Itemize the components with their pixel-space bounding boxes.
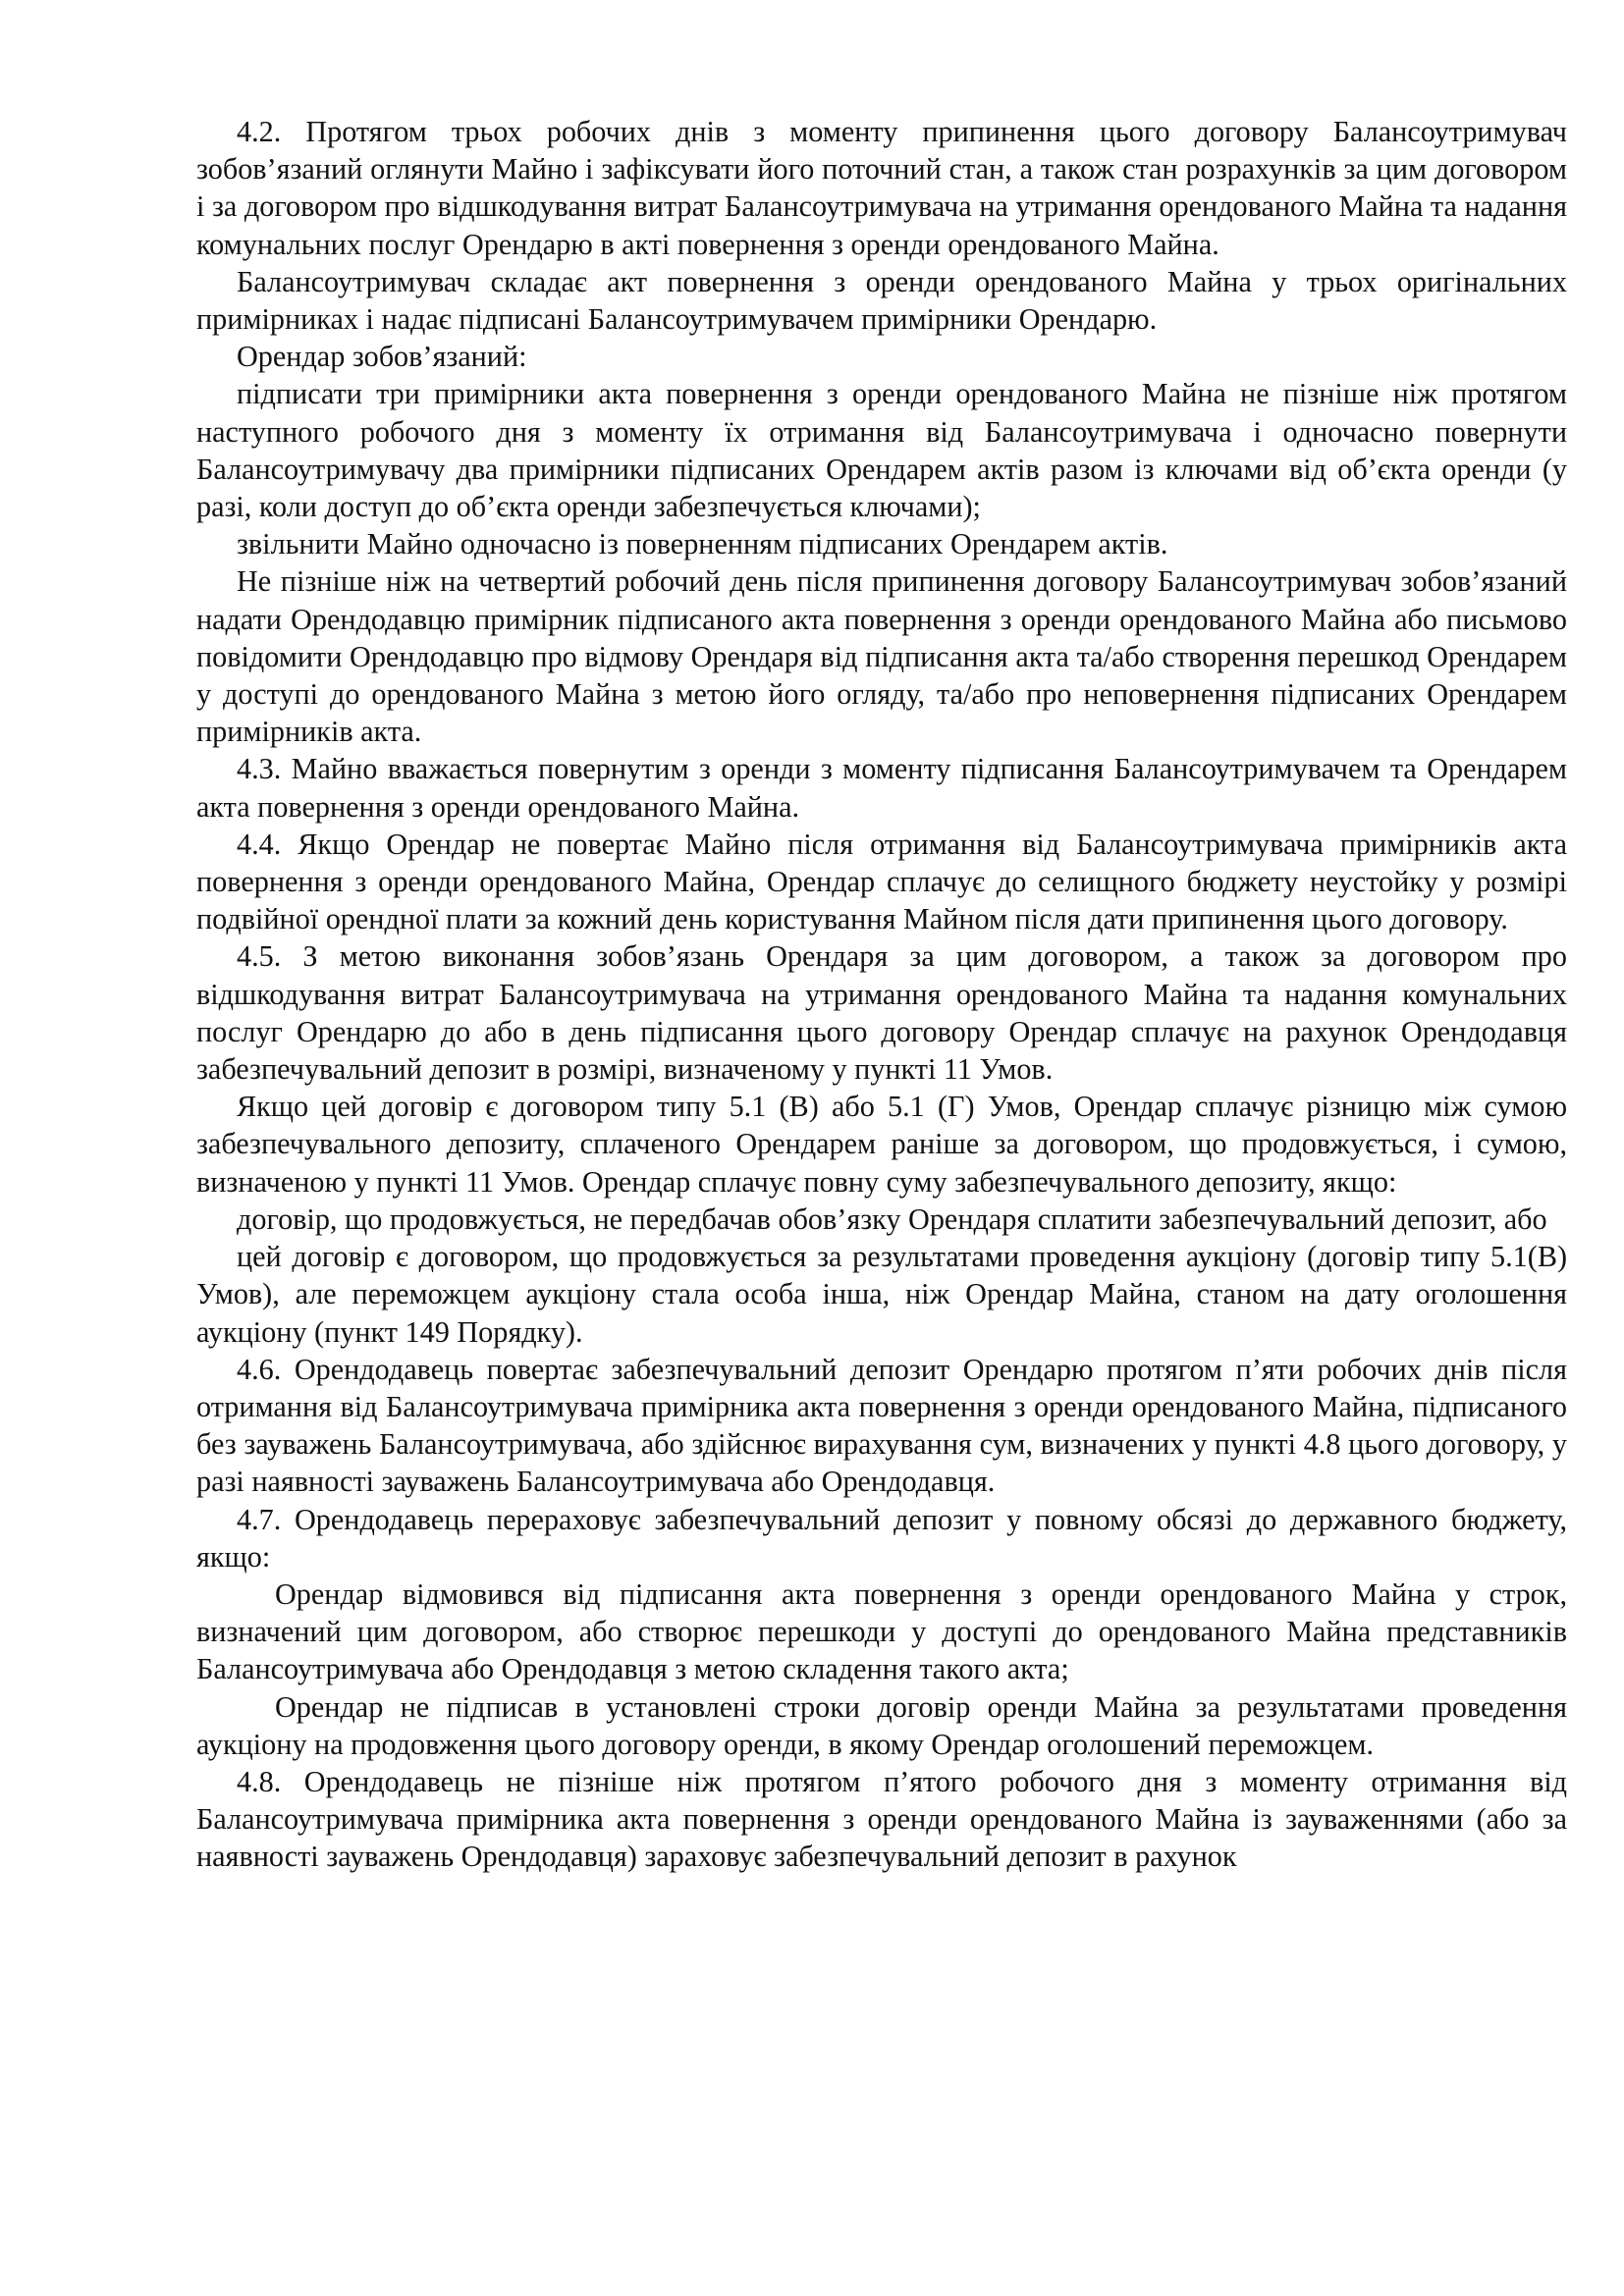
paragraph-deposit-condition-1: договір, що продовжується, не передбачав обов’язку Орендаря сплатити забезпечувальний депозит, або [237,1201,1547,1236]
paragraph-return-act: Балансоутримувач складає акт повернення з оренди орендованого Майна у трьох оригінальних примірниках і надає підписані Балансоутримувачем примірники Орендарю. [196,264,1567,337]
paragraph-4-5: 4.5. З метою виконання зобов’язань Орендаря за цим договором, а також за договором про відшкодування витрат Балансоутримувача на утримання орендованого Майна та надання комунальних послуг Орендарю до або в день підписання цього договору Орендар сплачує на рахунок Орендодавця забезпечувальний депозит в розмірі, визначеному у пункті 11 Умов. [196,939,1567,1087]
paragraph-4-6: 4.6. Орендодавець повертає забезпечувальний депозит Орендарю протягом п’яти робочих днів після отримання від Балансоутримувача примірника акта повернення з оренди орендованого Майна, підписаного без зауважень Балансоутримувача, або здійснює вирахування сум, визначених у пункті 4.8 цього договору, у разі наявності зауважень Балансоутримувача або Орендодавця. [196,1352,1567,1499]
paragraph-deposit-difference: Якщо цей договір є договором типу 5.1 (В) або 5.1 (Г) Умов, Орендар сплачує різницю між сумою забезпечувального депозиту, сплаченого Орендарем раніше за договором, що продовжується, і сумою, визначеною у пункті 11 Умов. Орендар сплачує повну суму забезпечувального депозиту, якщо: [196,1090,1567,1199]
paragraph-4-2: 4.2. Протягом трьох робочих днів з моменту припинення цього договору Балансоутримувач зобов’язаний оглянути Майно і зафіксувати його поточний стан, а також стан розрахунків за цим договором і за договором про відшкодування витрат Балансоутримувача на утримання орендованого Майна та надання комунальних послуг Орендарю в акті повернення з оренди орендованого Майна. [196,115,1567,261]
paragraph-4-8: 4.8. Орендодавець не пізніше ніж протягом п’ятого робочого дня з моменту отримання від Балансоутримувача примірника акта повернення з оренди орендованого Майна із зауваженнями (або за наявності зауважень Орендодавця) зараховує забезпечувальний депозит в рахунок [196,1764,1567,1874]
paragraph-fourth-day: Не пізніше ніж на четвертий робочий день після припинення договору Балансоутримувач зобов’язаний надати Орендодавцю примірник підписаного акта повернення з оренди орендованого Майна або письмово повідомити Орендодавцю про відмову Орендаря від підписання акта та/або створення перешкод Орендарем у доступі до орендованого Майна з метою його огляду, та/або про неповернення підписаних Орендарем примірників акта. [196,564,1567,749]
paragraph-auction-not-signed: Орендар не підписав в установлені строки договір оренди Майна за результатами проведення аукціону на продовження цього договору оренди, в якому Орендар оголошений переможцем. [196,1689,1567,1761]
paragraph-sign-copies: підписати три примірники акта повернення з оренди орендованого Майна не пізніше ніж протягом наступного робочого дня з моменту їх отримання від Балансоутримувача і одночасно повернути Балансоутримувачу два примірники підписаних Орендарем актів разом із ключами від об’єкта оренди (у разі, коли доступ до об’єкта оренди забезпечується ключами); [196,377,1567,524]
paragraph-deposit-condition-2: цей договір є договором, що продовжується за результатами проведення аукціону (договір типу 5.1(В) Умов), але переможцем аукціону стала особа інша, ніж Орендар Майна, станом на дату оголошення аукціону (пункт 149 Порядку). [196,1240,1567,1349]
paragraph-tenant-obliged: Орендар зобов’язаний: [237,340,527,374]
paragraph-4-3: 4.3. Майно вважається повернутим з оренди з моменту підписання Балансоутримувачем та Орендарем акта повернення з оренди орендованого Майна. [196,752,1567,824]
paragraph-vacate-property: звільнити Майно одночасно із поверненням підписаних Орендарем актів. [237,527,1168,561]
document-page [196,113,1567,1876]
paragraph-refusal-to-sign: Орендар відмовився від підписання акта повернення з оренди орендованого Майна у строк, визначений цим договором, або створює перешкоди у доступі до орендованого Майна представників Балансоутримувача або Орендодавця з метою складення такого акта; [196,1576,1567,1686]
paragraph-4-7: 4.7. Орендодавець перераховує забезпечувальний депозит у повному обсязі до державного бюджету, якщо: [196,1502,1567,1574]
paragraph-4-4: 4.4. Якщо Орендар не повертає Майно після отримання від Балансоутримувача примірників акта повернення з оренди орендованого Майна, Орендар сплачує до селищного бюджету неустойку у розмірі подвійної орендної плати за кожний день користування Майном після дати припинення цього договору. [196,827,1567,936]
